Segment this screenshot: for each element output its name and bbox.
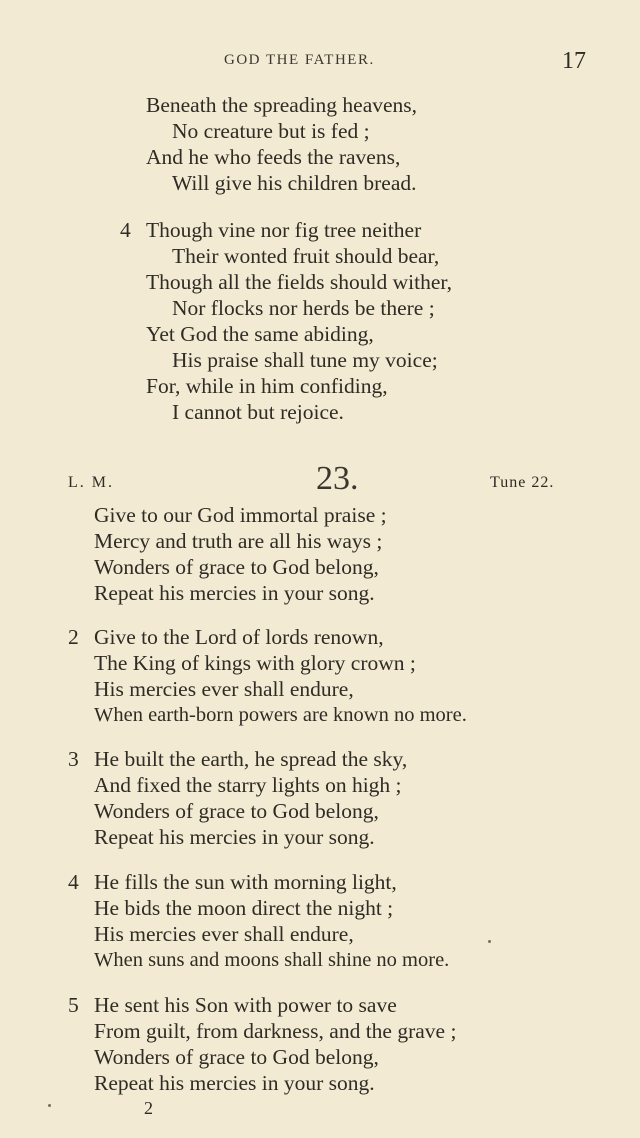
verse-line: When suns and moons shall shine no more. xyxy=(94,949,450,971)
verse-line: Repeat his mercies in your song. xyxy=(94,825,375,849)
page-number: 17 xyxy=(562,48,586,74)
verse-line: No creature but is fed ; xyxy=(172,119,370,143)
verse-line: Their wonted fruit should bear, xyxy=(172,244,440,268)
verse-line: From guilt, from darkness, and the grave ; xyxy=(94,1019,457,1043)
verse-line: Wonders of grace to God belong, xyxy=(94,799,379,823)
stanza-number: 5 xyxy=(68,993,79,1017)
hymn-tune: Tune 22. xyxy=(490,474,555,491)
stanza-number: 2 xyxy=(68,625,79,649)
print-speck xyxy=(488,940,491,943)
verse-line: Will give his children bread. xyxy=(172,171,417,195)
print-speck xyxy=(48,1104,51,1107)
verse-line: His praise shall tune my voice; xyxy=(172,348,438,372)
verse-line: Yet God the same abiding, xyxy=(146,322,374,346)
verse-line: His mercies ever shall endure, xyxy=(94,922,354,946)
stanza-number: 4 xyxy=(120,218,131,242)
running-head xyxy=(0,48,640,78)
verse-line: Give to the Lord of lords renown, xyxy=(94,625,384,649)
verse-line: He bids the moon direct the night ; xyxy=(94,896,394,920)
hymn-number: 23. xyxy=(316,460,359,497)
verse-line: Though vine nor fig tree neither xyxy=(146,218,422,242)
verse-line: He sent his Son with power to save xyxy=(94,993,397,1017)
stanza-number: 3 xyxy=(68,747,79,771)
verse-line: Nor flocks nor herds be there ; xyxy=(172,296,435,320)
stanza-number: 4 xyxy=(68,870,79,894)
verse-line: Beneath the spreading heavens, xyxy=(146,93,418,117)
verse-line: When earth-born powers are known no more. xyxy=(94,704,467,726)
verse-line: For, while in him confiding, xyxy=(146,374,388,398)
verse-line: Repeat his mercies in your song. xyxy=(94,1071,375,1095)
verse-line: He fills the sun with morning light, xyxy=(94,870,397,894)
verse-line: Wonders of grace to God belong, xyxy=(94,1045,379,1069)
hymn-meter: L. M. xyxy=(68,474,114,491)
verse-line: Give to our God immortal praise ; xyxy=(94,503,387,527)
verse-line: I cannot but rejoice. xyxy=(172,400,344,424)
verse-line: And he who feeds the ravens, xyxy=(146,145,401,169)
hymn-heading xyxy=(0,460,640,500)
verse-line: The King of kings with glory crown ; xyxy=(94,651,416,675)
verse-line: And fixed the starry lights on high ; xyxy=(94,773,402,797)
verse-line: Wonders of grace to God belong, xyxy=(94,555,379,579)
running-title: GOD THE FATHER. xyxy=(224,52,375,68)
verse-line: Though all the fields should wither, xyxy=(146,270,453,294)
signature-mark: 2 xyxy=(144,1098,153,1118)
verse-line: Repeat his mercies in your song. xyxy=(94,581,375,605)
verse-line: His mercies ever shall endure, xyxy=(94,677,354,701)
verse-line: He built the earth, he spread the sky, xyxy=(94,747,408,771)
verse-line: Mercy and truth are all his ways ; xyxy=(94,529,383,553)
